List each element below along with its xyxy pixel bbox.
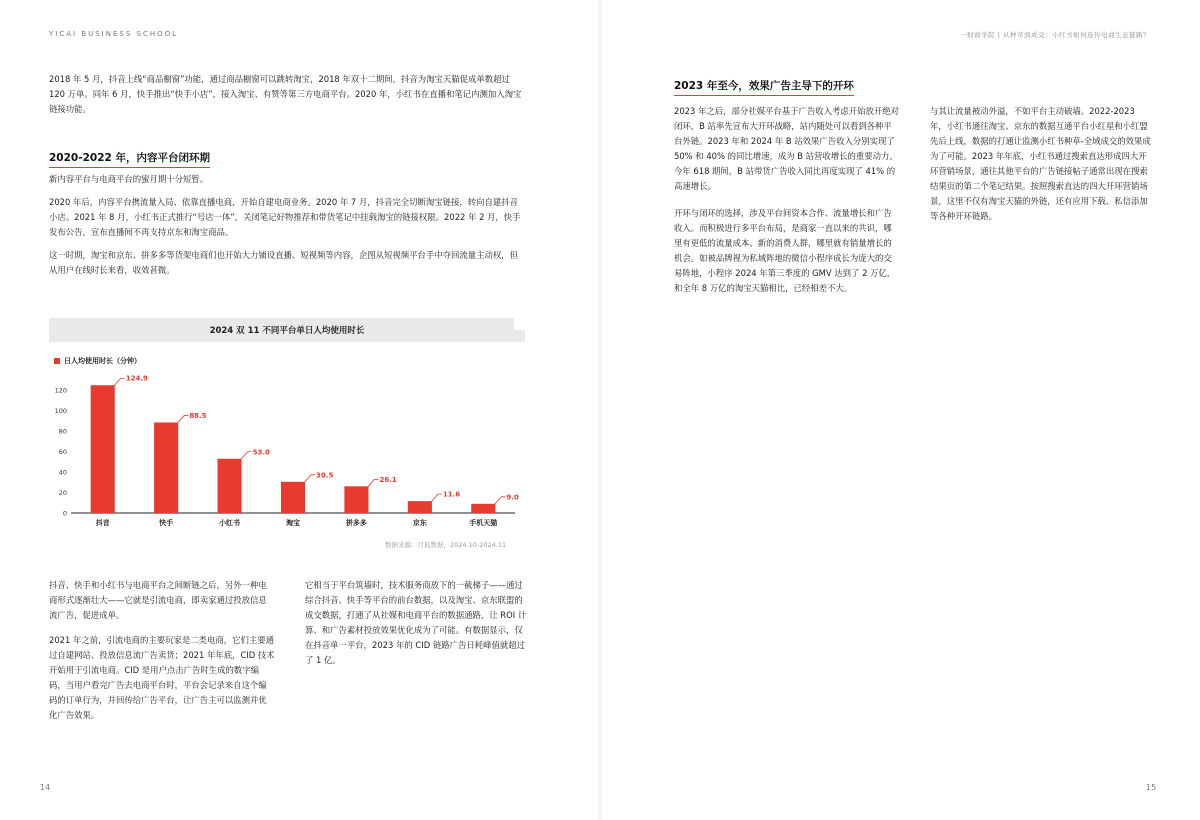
col1-paragraph-1: 抖音、快手和小红书与电商平台之间断链之后，另外一种电商形式逐渐壮大——它就是引流电商，即卖家通过投放信息流广告，促进成单。 (49, 580, 267, 620)
bar-1 (154, 422, 178, 513)
right-col1-paragraph-1: 2023 年之后，部分社媒平台基于广告收入考虑开始放开绝对闭环，B 站率先宣布大开环战略，站内随处可以看到各种平台外链。2023 年和 2024 年 B 站效果广告收入分别实现了 50% 和 40% 的同比增速，成为 B 站营收增长的重要动力。今年 618 期间，B 站带货广告收入同比再度实现了 41% 的高速增长。 (674, 106, 899, 191)
col1-paragraph-2: 2021 年之前，引流电商的主要玩家是二类电商，它们主要通过自建网站、投放信息流广告卖货；2021 年年底，CID 技术开始用于引流电商。CID 是用户点击广告时生成的数字编码，当用户看完广告去电商平台时，平台会记录来自这个编码的订单行为，并回传给广告平台，让广告主可以监测并优化广告效果。 (49, 635, 275, 720)
page-number-right: 15 (1146, 783, 1157, 792)
chart-title-bar (49, 318, 525, 342)
chart-title: 2024 双 11 不同平台单日人均使用时长 (209, 326, 365, 336)
intro-text: 2018 年 5 月，抖音上线“商品橱窗”功能，通过商品橱窗可以跳转淘宝，2018 年双十二期间，抖音为淘宝天猫促成单数超过 120 万单。同年 6 月，快手推出“快手小店”，接入淘宝、有赞等第三方电商平台。2020 年，小红书在直播和笔记内测加入淘宝链接功能。 (49, 74, 522, 114)
y-tick-label: 80 (58, 427, 67, 436)
left-column-1 (49, 578, 275, 723)
category-label-3: 淘宝 (286, 519, 300, 527)
section-heading-2023 (674, 74, 1154, 96)
value-label-6: 9.0 (506, 493, 519, 502)
bar-5 (408, 501, 432, 513)
y-tick-label: 60 (58, 448, 67, 457)
y-tick-label: 100 (54, 407, 67, 416)
col2-paragraph-1: 它相当于平台筑墙时，技术服务商放下的一截梯子——通过综合抖音、快手等平台的前台数据，以及淘宝、京东联盟的成交数据，打通了从社媒和电商平台的数据通路，让 ROI 计算、和广告素材投放效果优化成为了可能。有数据显示，仅在抖音单一平台，2023 年的 CID 链路广告日耗峰值就超过了 1 亿。 (305, 580, 527, 665)
section-lead: 新内容平台与电商平台的蜜月期十分短暂。 (49, 174, 209, 184)
legend-label: 日人均使用时长（分钟） (64, 357, 141, 365)
chart-legend (54, 356, 141, 366)
category-label-5: 京东 (412, 519, 427, 527)
section-paragraph-2: 这一时期，淘宝和京东、拼多多等货架电商们也开始大力铺设直播、短视频等内容，企图从短视频平台手中夺回流量主动权，但从用户在线时长来看，收效甚微。 (49, 250, 518, 275)
right-col1-paragraph-2: 开环与闭环的选择，涉及平台间资本合作、流量增长和广告收入。而积极进行多平台布局，是商家一直以来的共识，哪里有更低的流量成本、新的消费人群，哪里就有销量增长的机会。如被品牌视为私域阵地的微信小程序成长为庞大的交易阵地，小程序 2024 年第三季度的 GMV 达到了 2 万亿，和全年 8 万亿的淘宝天猫相比，已经相差不大。 (674, 208, 896, 293)
right-column-2 (930, 104, 1152, 224)
category-label-4: 拼多多 (345, 519, 367, 527)
bar-2 (218, 459, 242, 513)
y-tick-label: 120 (54, 386, 67, 395)
value-label-4: 26.1 (379, 475, 397, 484)
bar-3 (281, 482, 305, 513)
left-column-2 (305, 578, 527, 668)
legend-swatch (54, 358, 60, 364)
y-tick-label: 40 (58, 468, 67, 477)
value-label-0: 124.9 (125, 374, 148, 383)
section-title-2020: 2020-2022 年，内容平台闭环期 (49, 150, 210, 168)
value-label-3: 30.5 (316, 471, 334, 480)
bar-chart (49, 370, 525, 535)
value-label-5: 11.6 (442, 490, 461, 499)
category-label-1: 快手 (159, 519, 174, 527)
section-heading-2020 (49, 146, 525, 168)
page-number-left: 14 (40, 783, 51, 792)
category-label-6: 手机天猫 (469, 519, 498, 527)
bar-0 (91, 385, 115, 513)
bar-4 (344, 486, 368, 513)
right-col2-paragraph-1: 与其让流量被动外溢，不如平台主动破墙。2022-2023 年，小红书通往淘宝、京东的数据互通平台小红星和小红盟先后上线，数据的打通让监测小红书种草-全域成交的效果成为了可能。2023 年年底，小红书通过搜索直达形成四大开环营销场景，通往其他平台的广告链接帖子通常出现在搜索结果页的第二个笔记结果。按照搜索直达的四大开环营销场景，这里不仅有淘宝天猫的外链，还有应用下载、私信添加等各种开环链路。 (930, 106, 1151, 221)
value-label-1: 88.5 (189, 411, 207, 420)
bar-6 (471, 504, 495, 513)
y-tick-label: 20 (58, 489, 67, 498)
section-paragraph-1: 2020 年后，内容平台携流量入局、依靠直播电商，开始自建电商业务。2020 年 7 月，抖音完全切断淘宝链接，转向自建抖音小店。2021 年 8 月，小红书正式推行“号店一体”，关闭笔记好物推荐和带货笔记中挂载淘宝的链接权限。2022 年 2 月，快手发布公告，宣布直播间不再支持京东和淘宝商品。 (49, 197, 521, 237)
section-title-2023: 2023 年至今，效果广告主导下的开环 (674, 78, 854, 96)
category-label-0: 抖音 (95, 519, 110, 527)
section-2020-body (49, 172, 525, 278)
y-tick-label: 0 (62, 509, 67, 518)
running-header-left: YICAI BUSINESS SCHOOL (49, 30, 179, 38)
right-column-1 (674, 104, 900, 296)
right-page (600, 0, 1200, 820)
value-label-2: 53.0 (252, 448, 270, 457)
running-header-right: 一财商学院 | 从种草到成交：小红书如何连传电商生态链路？ (960, 31, 1150, 39)
chart-source: 数据来源：月狐数据，2024.10-2024.11 (385, 541, 507, 549)
category-label-2: 小红书 (219, 519, 241, 527)
intro-paragraph (49, 72, 525, 117)
